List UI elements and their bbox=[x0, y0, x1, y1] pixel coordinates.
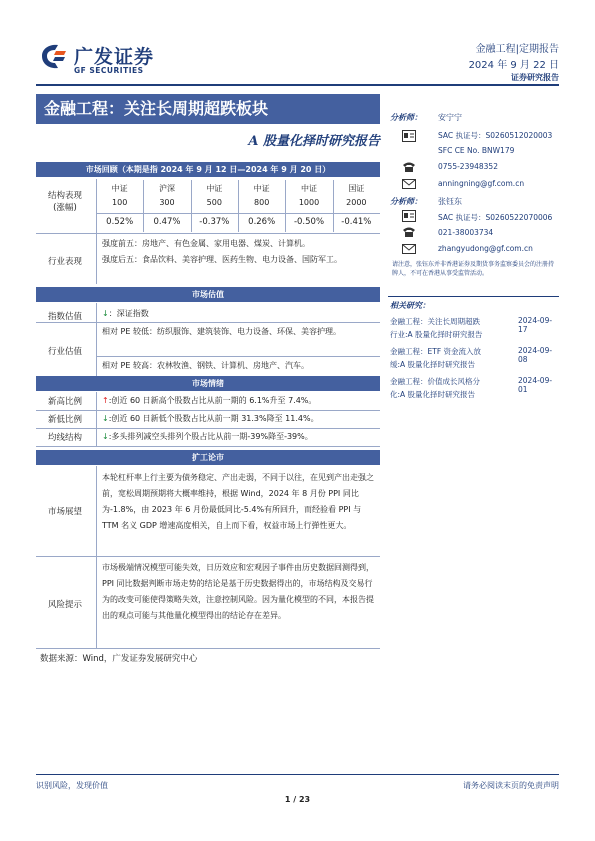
index-name: 中证 bbox=[111, 184, 128, 193]
index-valuation-label: 指数估值 bbox=[47, 312, 82, 322]
divider bbox=[238, 180, 239, 232]
divider bbox=[191, 180, 192, 232]
divider bbox=[36, 410, 380, 411]
related-date: 2024-09-01 bbox=[518, 376, 553, 394]
id-card-icon bbox=[402, 130, 416, 142]
footer-disclaimer: 请务必阅读末页的免责声明 bbox=[463, 781, 559, 790]
industry-valuation-label: 行业估值 bbox=[47, 347, 82, 357]
divider bbox=[96, 410, 97, 428]
index-code: 800 bbox=[254, 198, 270, 207]
analyst-email: zhangyudong@gf.com.cn bbox=[438, 244, 533, 253]
related-subtitle[interactable]: 行业:A 股量化择时研究报告 bbox=[390, 330, 483, 339]
risk-text: 市场极端情况模型可能失效，日历效应和宏观因子事件由历史数据回测得到，PPI 同比数据判断市场走势的结论是基于历史数据得出的，市场结构及交易行为的改变可能使得策略失效，注意控制风险。因为量化模型的不同，本报告提出的观点可能与其他量化模型得出的结论存在差异。 bbox=[102, 563, 374, 620]
divider bbox=[36, 648, 380, 649]
outlook-text: 本轮杠杆率上行主要为债务稳定、产出走弱，不同于以往，在见到产出走强之前，宽松周期预期将大概率维持，根据 Wind，2024 年 8 月份 PPI 同比为-1.8%，由 2023 年 6 月份最低同比-5.4%有所回升，而经验看 PPI 与 TTM 名义 GDP 增速高度相关，自上而下看，权益市场上行弹性更大。 bbox=[102, 473, 374, 530]
related-subtitle[interactable]: 缓:A 股量化择时研究报告 bbox=[390, 360, 476, 369]
divider bbox=[96, 234, 97, 284]
divider bbox=[96, 303, 97, 376]
industry-label: 行业表现 bbox=[47, 257, 82, 267]
page-title: 金融工程：关注长周期超跌板块 bbox=[36, 94, 380, 124]
valuation-low: 相对 PE 较低：纺织服饰、建筑装饰、电力设备、环保、美容护理。 bbox=[102, 327, 341, 336]
index-column bbox=[96, 180, 143, 232]
index-code: 500 bbox=[206, 198, 222, 207]
structure-label: 结构表现 (涨幅) bbox=[47, 191, 82, 213]
divider bbox=[36, 233, 380, 234]
market-review-header: 市场回顾（本期是指 2024 年 9 月 12 日—2024 年 9 月 20 日） bbox=[36, 162, 380, 177]
index-column bbox=[333, 180, 380, 232]
brand-name-en: GF SECURITIES bbox=[74, 66, 144, 75]
sentiment-label: 均线结构 bbox=[47, 433, 82, 443]
divider bbox=[143, 180, 144, 232]
valuation-high: 相对 PE 较高：农林牧渔、钢铁、计算机、房地产、汽车。 bbox=[102, 361, 309, 370]
index-column bbox=[191, 180, 238, 232]
analyst-sac: SAC 执证号：S0260512020003 bbox=[438, 131, 553, 140]
divider bbox=[96, 466, 97, 648]
index-change: 0.52% bbox=[106, 217, 134, 227]
index-valuation-text: ：深证指数 bbox=[108, 309, 149, 318]
up-arrow-icon: ↑ bbox=[102, 396, 109, 405]
sentiment-row bbox=[102, 412, 378, 426]
email-icon bbox=[402, 178, 416, 190]
index-name: 国证 bbox=[348, 184, 365, 193]
outlook-label: 市场展望 bbox=[47, 507, 82, 517]
analyst-role: 分析师： bbox=[390, 197, 422, 206]
index-column bbox=[143, 180, 190, 232]
divider bbox=[96, 392, 97, 410]
index-name: 中证 bbox=[253, 184, 270, 193]
analyst-sac: SAC 执证号：S0260522070006 bbox=[438, 213, 553, 222]
divider bbox=[285, 180, 286, 232]
brand-name-cn: 广发证券 bbox=[74, 46, 155, 68]
analyst-name: 张钰东 bbox=[438, 197, 462, 206]
sentiment-label: 新高比例 bbox=[47, 397, 82, 407]
analyst-phone: 021-38003734 bbox=[438, 228, 494, 237]
divider bbox=[36, 556, 380, 557]
sentiment-label: 新低比例 bbox=[47, 415, 82, 425]
sentiment-header: 市场情绪 bbox=[36, 376, 380, 391]
phone-icon bbox=[402, 226, 416, 238]
index-name: 中证 bbox=[300, 184, 317, 193]
down-arrow-icon: ↓ bbox=[102, 309, 109, 318]
index-change: -0.37% bbox=[199, 217, 230, 227]
related-title[interactable]: 金融工程：ETF 资金流入放 bbox=[390, 347, 482, 356]
divider bbox=[96, 213, 380, 214]
index-name: 中证 bbox=[206, 184, 223, 193]
divider bbox=[96, 428, 97, 446]
core-views-header: 扩工论市 bbox=[36, 450, 380, 465]
analyst-role: 分析师： bbox=[390, 113, 422, 122]
down-arrow-icon: ↓ bbox=[102, 414, 109, 423]
index-change: 0.26% bbox=[248, 217, 276, 227]
index-code: 100 bbox=[112, 198, 128, 207]
sentiment-text: :多头排列减空头排列个股占比从前一期-39%降至-39%。 bbox=[108, 432, 313, 441]
divider bbox=[36, 428, 380, 429]
analyst-name: 安宁宁 bbox=[438, 113, 462, 122]
analyst-sfc: SFC CE No. BNW179 bbox=[438, 146, 515, 155]
page-number: 1 / 23 bbox=[284, 795, 311, 804]
index-change: -0.50% bbox=[293, 217, 325, 227]
gf-logo-icon bbox=[38, 42, 68, 70]
report-type: 证券研究报告 bbox=[511, 73, 559, 82]
risk-label: 风险提示 bbox=[47, 600, 82, 610]
index-column bbox=[285, 180, 332, 232]
id-card-icon bbox=[402, 210, 416, 222]
index-table bbox=[96, 180, 380, 232]
data-source: 数据来源：Wind，广发证券发展研究中心 bbox=[40, 654, 198, 664]
related-date: 2024-09-08 bbox=[518, 346, 553, 364]
index-code: 2000 bbox=[346, 198, 367, 207]
sentiment-text: :创近 60 日新低个股数占比从前一期 31.3%降至 11.4%。 bbox=[108, 414, 319, 423]
header-divider bbox=[36, 84, 559, 86]
valuation-header: 市场估值 bbox=[36, 287, 380, 302]
footer-divider bbox=[36, 774, 559, 775]
index-code: 1000 bbox=[298, 198, 320, 207]
down-arrow-icon: ↓ bbox=[102, 432, 109, 441]
index-column bbox=[238, 180, 285, 232]
analyst-phone: 0755-23948352 bbox=[438, 162, 498, 171]
related-header: 相关研究： bbox=[390, 301, 430, 310]
divider bbox=[388, 296, 559, 297]
sentiment-row bbox=[102, 394, 378, 408]
index-change: 0.47% bbox=[153, 217, 181, 227]
analyst-email: anningning@gf.com.cn bbox=[438, 179, 525, 188]
phone-icon bbox=[402, 161, 416, 173]
sentiment-row bbox=[102, 430, 378, 444]
report-category: 金融工程|定期报告 bbox=[475, 44, 559, 55]
email-icon bbox=[402, 243, 416, 255]
industry-weak: 强度后五：食品饮料、美容护理、医药生物、电力设备、国防军工。 bbox=[102, 255, 342, 264]
related-title[interactable]: 金融工程：关注长周期超跌 bbox=[390, 317, 480, 326]
index-code: 300 bbox=[159, 198, 175, 207]
divider bbox=[36, 446, 380, 447]
index-name: 沪深 bbox=[158, 184, 175, 193]
related-list bbox=[390, 316, 560, 406]
related-title[interactable]: 金融工程：价值成长风格分 bbox=[390, 377, 480, 386]
license-notice: 请注意，张钰东并非香港证券及期货事务监察委员会的注册持牌人，不可在香港从事受监管活动。 bbox=[392, 261, 555, 277]
industry-strong: 强度前五：房地产、有色金属、家用电器、煤炭、计算机。 bbox=[102, 239, 310, 248]
divider bbox=[96, 356, 380, 357]
footer-slogan: 识别风险，发现价值 bbox=[36, 781, 108, 790]
related-subtitle[interactable]: 化:A 股量化择时研究报告 bbox=[390, 390, 476, 399]
report-date: 2024 年 9 月 22 日 bbox=[468, 60, 559, 71]
index-change: -0.41% bbox=[341, 217, 372, 227]
divider bbox=[36, 322, 380, 323]
related-date: 2024-09-17 bbox=[518, 316, 553, 334]
divider bbox=[333, 180, 334, 232]
sentiment-text: :创近 60 日新高个股数占比从前一期的 6.1%升至 7.4%。 bbox=[108, 396, 317, 405]
page-subtitle: A 股量化择时研究报告 bbox=[248, 134, 380, 149]
sentiment-table bbox=[36, 392, 380, 446]
